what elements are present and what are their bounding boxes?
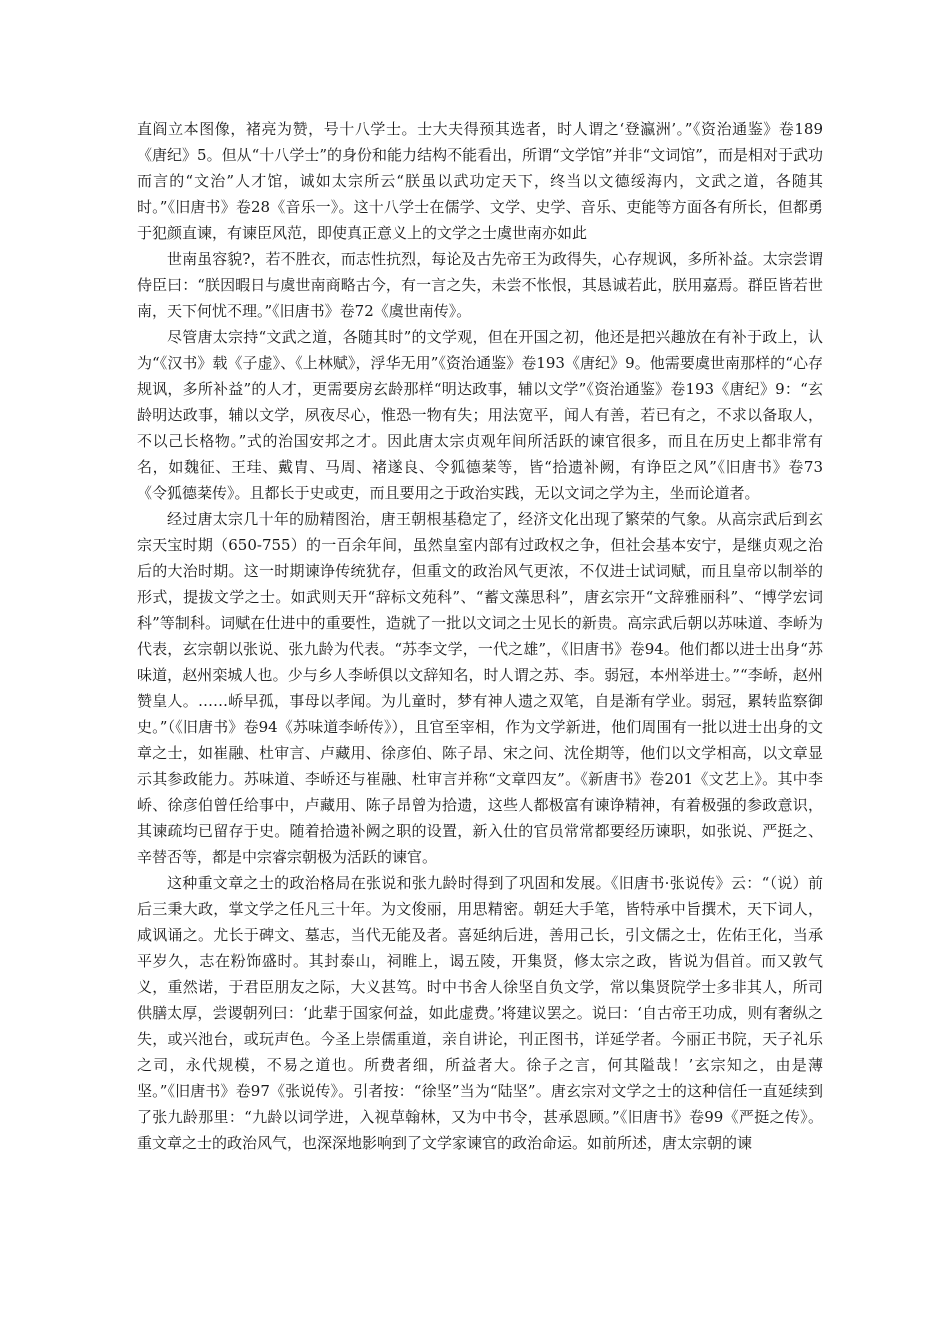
paragraph-2: 世南虽容貌?，若不胜衣，而志性抗烈，每论及古先帝王为政得失，心存规讽，多所补益。太宗尝谓侍臣曰：“朕因暇日与虞世南商略古今，有一言之失，未尝不怅恨，其恳诚若此，朕用嘉焉。群臣皆若世南，天下何忧不理。”《旧唐书》卷72《虞世南传》。 [137,250,823,320]
paragraph-3: 尽管唐太宗持“文武之道，各随其时”的文学观，但在开国之初，他还是把兴趣放在有补于政上，认为“《汉书》载《子虚》、《上林赋》，浮华无用”《资治通鉴》卷193《唐纪》9。他需要虞世南那样的“心存规讽，多所补益”的人才，更需要房玄龄那样“明达政事，辅以文学”《资治通鉴》卷193《唐纪》9：“玄龄明达政事，辅以文学，夙夜尽心，惟恐一物有失；用法宽平，闻人有善，若已有之，不求以备取人，不以己长格物。”式的治国安邦之才。因此唐太宗贞观年间所活跃的谏官很多，而且在历史上都非常有名，如魏征、王珪、戴胄、马周、褚遂良、令狐德棻等，皆“拾遗补阙，有诤臣之风”《旧唐书》卷73《令狐德棻传》。且都长于史或吏，而且要用之于政治实践，无以文词之学为主，坐而论道者。 [137,328,823,502]
paragraph-5: 这种重文章之士的政治格局在张说和张九龄时得到了巩固和发展。《旧唐书·张说传》云：“（说）前后三秉大政，掌文学之任凡三十年。为文俊丽，用思精密。朝廷大手笔，皆特承中旨撰术，天下词人，咸讽诵之。尤长于碑文、墓志，当代无能及者。喜延纳后进，善用己长，引文儒之士，佐佑王化，当承平岁久，志在粉饰盛时。其封泰山，祠睢上，谒五陵，开集贤，修太宗之政，皆说为倡首。而又敦气义，重然诺，于君臣朋友之际，大义甚笃。时中书舍人徐坚自负文学，常以集贤院学士多非其人，所司供膳太厚，尝谡朝列曰：‘此辈于国家何益，如此虚费。’将建议罢之。说曰：‘自古帝王功成，则有奢纵之失，或兴池台，或玩声色。今圣上崇儒重道，亲自讲论，刊正图书，详延学者。今丽正书院，天子礼乐之司，永代规模，不易之道也。所费者细，所益者大。徐子之言，何其隘哉！’玄宗知之，由是薄坚。”《旧唐书》卷97《张说传》。引者按：“徐坚”当为“陆坚”。唐玄宗对文学之士的这种信任一直延续到了张九龄那里：“九龄以词学进，入视草翰林，又为中书令，甚承恩顾。”《旧唐书》卷99《严挺之传》。重文章之士的政治风气，也深深地影响到了文学家谏官的政治命运。如前所述，唐太宗朝的谏 [137,874,823,1152]
document-page [137,116,823,1156]
paragraph-1: 直阎立本图像，褚亮为赞，号十八学士。士大夫得预其选者，时人谓之‘登瀛洲’。”《资治通鉴》卷189《唐纪》5。但从“十八学士”的身份和能力结构不能看出，所谓“文学馆”并非“文词馆”，而是相对于武功而言的“文治”人才馆，诚如太宗所云“朕虽以武功定天下，终当以文德绥海内，文武之道，各随其时。”《旧唐书》卷28《音乐一》。这十八学士在儒学、文学、史学、音乐、吏能等方面各有所长，但都勇于犯颜直谏，有谏臣风范，即使真正意义上的文学之士虞世南亦如此 [137,120,823,242]
paragraph-4: 经过唐太宗几十年的励精图治，唐王朝根基稳定了，经济文化出现了繁荣的气象。从高宗武后到玄宗天宝时期（650-755）的一百余年间，虽然皇室内部有过政权之争，但社会基本安宁，是继贞观之治后的大治时期。这一时期谏诤传统犹存，但重文的政治风气更浓，不仅进士试词赋，而且皇帝以制举的形式，提拔文学之士。如武则天开“辞标文苑科”、“蓄文藻思科”，唐玄宗开“文辞雅丽科”、“博学宏词科”等制科。词赋在仕进中的重要性，造就了一批以文词之士见长的新贵。高宗武后朝以苏味道、李峤为代表，玄宗朝以张说、张九龄为代表。“苏李文学，一代之雄”，《旧唐书》卷94。他们都以进士出身“苏味道，赵州栾城人也。少与乡人李峤俱以文辞知名，时人谓之苏、李。弱冠，本州举进士。”“李峤，赵州赞皇人。……峤早孤，事母以孝闻。为儿童时，梦有神人遗之双笔，自是渐有学业。弱冠，累转监察御史。”（《旧唐书》卷94《苏味道李峤传》），且官至宰相，作为文学新进，他们周围有一批以进士出身的文章之士，如崔融、杜审言、卢藏用、徐彦伯、陈子昂、宋之问、沈佺期等，他们以文学相高，以文章显示其参政能力。苏味道、李峤还与崔融、杜审言并称“文章四友”。《新唐书》卷201《文艺上》。其中李峤、徐彦伯曾任给事中，卢藏用、陈子昂曾为拾遗，这些人都极富有谏诤精神，有着极强的参政意识，其谏疏均已留存于史。随着拾遗补阙之职的设置，新入仕的官员常常都要经历谏职，如张说、严挺之、辛替否等，都是中宗睿宗朝极为活跃的谏官。 [137,510,823,866]
